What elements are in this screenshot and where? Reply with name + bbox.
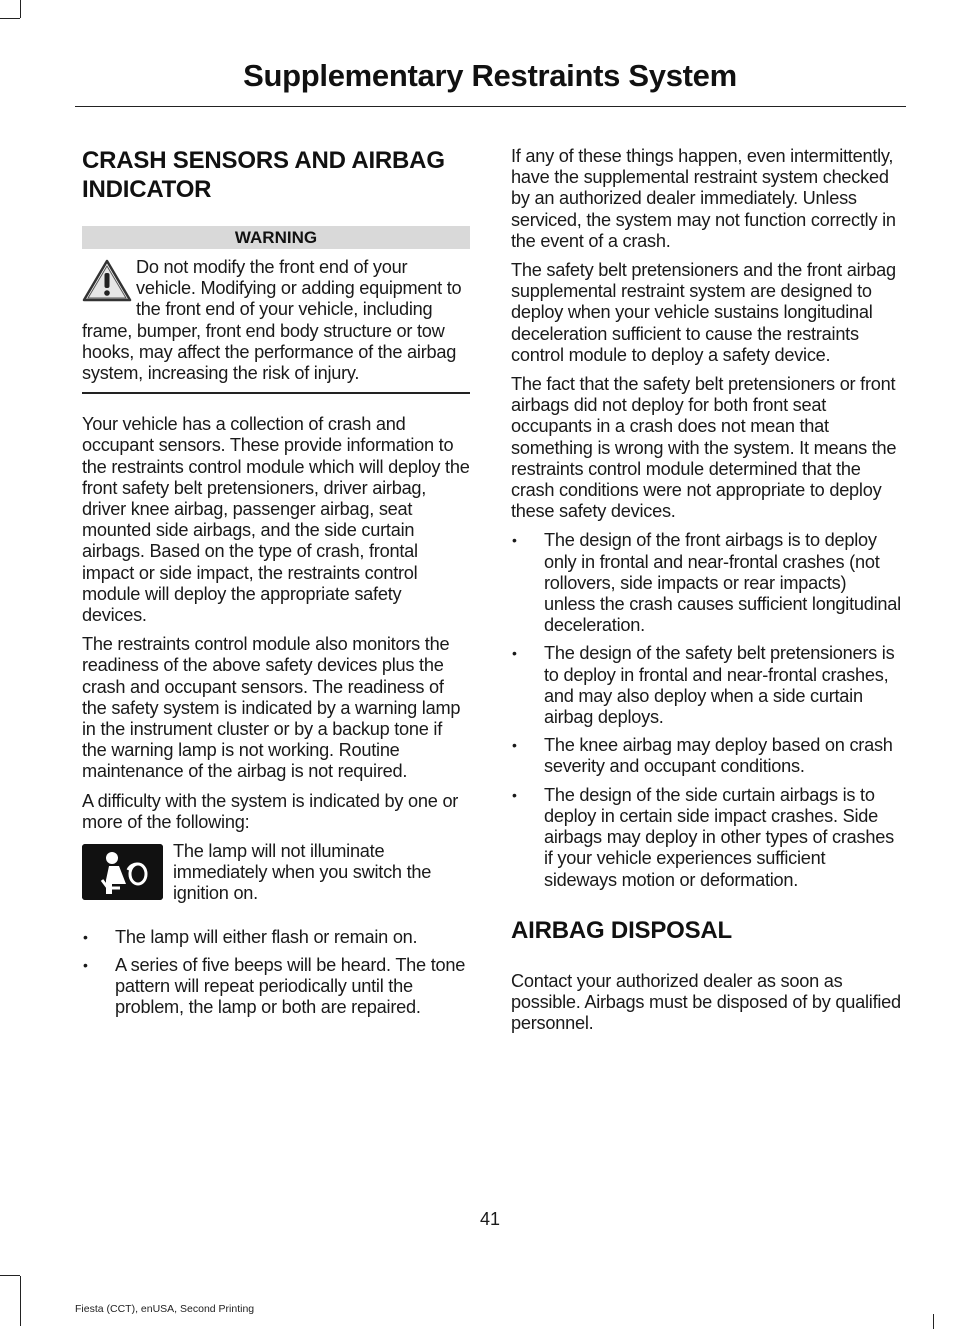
right-column [511, 146, 901, 1042]
crop-mark [933, 1314, 934, 1329]
paragraph: If any of these things happen, even intermittently, have the supplemental restraint system checked by an authorized dealer immediately. Unless serviced, the system may not function correctly in the event of a crash. [511, 146, 896, 251]
right-bullet-list [511, 530, 901, 890]
crop-mark [0, 18, 20, 19]
warning-text: Do not modify the front end of your vehicle. Modifying or adding equipment to the front end of your vehicle, including frame, bumper, front end body structure or tow hooks, may affect the performance of the airbag system, increasing the risk of injury. [82, 257, 462, 384]
left-column [82, 146, 470, 1026]
left-bullet-list [82, 927, 470, 1019]
list-item: • A series of five beeps will be heard. The tone pattern will repeat periodically until the problem, the lamp or both are repaired. [82, 955, 470, 1019]
airbag-disposal-heading: AIRBAG DISPOSAL [511, 916, 733, 944]
warning-box [82, 257, 470, 394]
crop-mark [20, 1276, 21, 1326]
lamp-description [82, 841, 470, 913]
list-item: • The knee airbag may deploy based on crash severity and occupant conditions. [511, 735, 901, 777]
list-item: • The design of the side curtain airbags is to deploy in certain side impact crashes. Side airbags may deploy in other types of crashes if your vehicle experiences sufficient sideways motion or deformation. [511, 785, 901, 891]
warning-label: WARNING [82, 226, 470, 249]
crop-mark [0, 1275, 20, 1276]
title-divider [75, 106, 906, 107]
warning-triangle-icon [82, 259, 132, 303]
paragraph: The restraints control module also monitors the readiness of the above safety devices plus the crash and occupant sensors. The readiness of the safety system is indicated by a warning lamp in the instrument cluster or by a backup tone if the warning lamp is not working. Routine maintenance of the airbag is not required. [82, 634, 461, 782]
paragraph: The safety belt pretensioners and the front airbag supplemental restraint system are designed to deploy when your vehicle sustains longitudinal deceleration sufficient to cause the restraints control module to deploy a safety device. [511, 260, 896, 365]
footer-edition: Fiesta (CCT), enUSA, Second Printing [75, 1303, 255, 1315]
paragraph: Your vehicle has a collection of crash and occupant sensors. These provide information to the restraints control module which will deploy the front safety belt pretensioners, driver airbag, driver knee airbag, passenger airbag, seat mounted side airbags, and the side curtain airbags. Based on the type of crash, frontal impact or side impact, the restraints control module will deploy the appropriate safety devices. [82, 414, 470, 626]
page-title: Supplementary Restraints System [243, 58, 737, 93]
disposal-text: Contact your authorized dealer as soon as possible. Airbags must be disposed of by qualified personnel. [511, 970, 901, 1034]
paragraph: A difficulty with the system is indicated by one or more of the following: [82, 790, 459, 832]
page-number: 41 [479, 1209, 501, 1229]
list-item: • The lamp will either flash or remain on. [82, 927, 470, 948]
list-item: • The design of the front airbags is to deploy only in frontal and near-frontal crashes (not rollovers, side impacts or rear impacts) unless the crash causes sufficient longitudinal deceleration. [511, 530, 901, 636]
list-item: • The design of the safety belt pretensioners is to deploy in frontal and near-frontal crashes, and may also deploy when a side curtain airbag deploys. [511, 643, 901, 728]
airbag-warning-lamp-icon [82, 844, 163, 900]
crop-mark [20, 0, 21, 18]
crash-sensors-heading: CRASH SENSORS AND AIRBAG INDICATOR [82, 147, 445, 203]
lamp-text: The lamp will not illuminate immediately when you switch the ignition on. [173, 841, 432, 904]
paragraph: The fact that the safety belt pretensioners or front airbags did not deploy for both front seat occupants in a crash does not mean that something is wrong with the system. It means the restraints control module determined that the crash conditions were not appropriate to deploy these safety devices. [511, 374, 897, 522]
